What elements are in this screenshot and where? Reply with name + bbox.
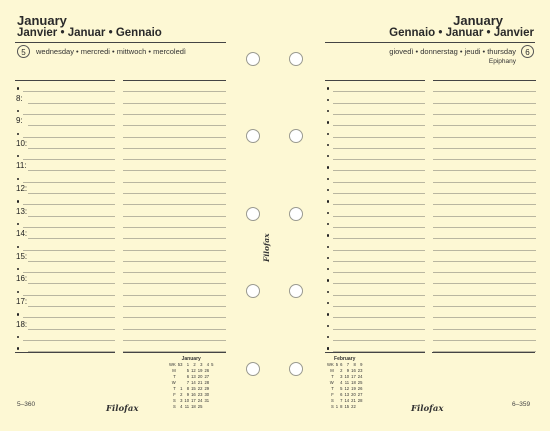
writing-line — [23, 272, 115, 273]
writing-line — [433, 125, 536, 126]
writing-line — [123, 227, 226, 228]
right-day-number: 6 — [521, 45, 534, 58]
mini-calendar-cell: 20 — [351, 392, 356, 397]
writing-line — [333, 204, 425, 205]
mini-calendar-cell: 23 — [197, 392, 203, 397]
grid-top-rule — [123, 80, 226, 81]
hour-label: 10: — [16, 138, 28, 148]
writing-line — [28, 283, 115, 284]
mini-calendar-cell: 24 — [357, 374, 363, 379]
mini-calendar-cell: S — [172, 398, 176, 403]
writing-line — [433, 91, 536, 92]
half-hour-dot — [17, 178, 19, 180]
writing-line — [333, 114, 425, 115]
half-hour-dot — [327, 336, 329, 338]
writing-line — [333, 182, 425, 183]
writing-line — [433, 272, 536, 273]
mini-calendar-cell: 12 — [344, 386, 350, 391]
writing-line — [123, 114, 226, 115]
writing-line — [28, 238, 115, 239]
mini-calendar-cell: 16 — [351, 368, 356, 373]
binder-hole — [246, 362, 260, 376]
mini-calendar-cell: 6 — [186, 374, 190, 379]
writing-line — [333, 340, 425, 341]
writing-line — [123, 317, 226, 318]
hour-dot — [327, 234, 329, 236]
mini-calendar-header-cell: 9 — [360, 362, 363, 367]
writing-line — [433, 148, 536, 149]
mini-calendar-cell: 3 — [340, 374, 343, 379]
writing-line — [123, 329, 226, 330]
binder-hole — [246, 207, 260, 221]
writing-line — [123, 261, 226, 262]
mini-calendar-cell: 18 — [191, 404, 196, 409]
mini-calendar-cell: 19 — [351, 386, 356, 391]
mini-calendar-cell: 26 — [204, 368, 210, 373]
left-bottom-rule-a — [15, 352, 115, 353]
grid-top-rule — [325, 80, 425, 81]
mini-calendar-cell: 2 — [180, 392, 183, 397]
hour-dot — [327, 144, 329, 146]
mini-calendar-cell: 1 — [180, 386, 183, 391]
mini-calendar-cell: 11 — [184, 404, 190, 409]
half-hour-dot — [17, 155, 19, 157]
half-hour-dot — [327, 87, 329, 89]
binder-hole — [289, 284, 303, 298]
mini-calendar-header-cell: 7 — [346, 362, 350, 367]
writing-line — [123, 204, 226, 205]
hour-label: 12: — [16, 184, 28, 193]
writing-line — [28, 170, 115, 171]
half-hour-dot — [17, 347, 19, 349]
writing-line — [123, 148, 226, 149]
mini-calendar-cell: 14 — [344, 398, 350, 403]
mini-calendar-cell: 10 — [344, 374, 350, 379]
mini-calendar-cell: 30 — [204, 392, 210, 397]
right-bottom-rule-a — [325, 352, 425, 353]
writing-line — [433, 170, 536, 171]
hour-label: 9: — [16, 116, 23, 126]
writing-line — [433, 261, 536, 262]
mini-calendar-cell: 4 — [340, 380, 343, 385]
right-page-number: 6–359 — [512, 401, 531, 408]
writing-line — [333, 193, 425, 194]
writing-line — [433, 340, 536, 341]
half-hour-dot — [327, 291, 329, 293]
mini-calendar-header-cell: 2 — [193, 362, 196, 367]
right-header-rule — [325, 42, 535, 43]
hour-dot — [327, 212, 329, 214]
hour-dot — [327, 189, 329, 191]
left-header-rule — [15, 42, 226, 43]
writing-line — [433, 114, 536, 115]
writing-line — [28, 261, 115, 262]
hour-dot — [327, 99, 329, 101]
mini-calendar-row — [326, 404, 363, 410]
hour-dot — [327, 347, 329, 349]
writing-line — [23, 295, 115, 296]
writing-line — [433, 193, 536, 194]
right-day-names: giovedì • donnerstag • jeudi • thursday — [389, 47, 516, 56]
writing-line — [333, 250, 425, 251]
half-hour-dot — [17, 291, 19, 293]
mini-calendar-cell: 18 — [351, 380, 356, 385]
hour-label: 15: — [16, 251, 28, 261]
hour-dot — [327, 302, 329, 304]
writing-line — [23, 91, 115, 92]
mini-calendar-cell: 27 — [204, 374, 210, 379]
mini-calendar-cell: 9 — [346, 368, 350, 373]
writing-line — [123, 159, 226, 160]
mini-calendar-cell: 7 — [186, 380, 190, 385]
mini-calendar-cell: F — [173, 392, 176, 397]
hour-label: 18: — [16, 319, 28, 329]
writing-line — [433, 182, 536, 183]
half-hour-dot — [327, 110, 329, 112]
mini-calendar-cell: 25 — [357, 380, 363, 385]
mini-calendar-cell: T — [173, 386, 176, 391]
writing-line — [28, 329, 115, 330]
mini-calendar-cell: 15 — [344, 404, 350, 409]
writing-line — [333, 283, 425, 284]
mini-calendar-february — [326, 356, 363, 410]
mini-calendar-cell: 9 — [186, 392, 190, 397]
half-hour-dot — [327, 155, 329, 157]
left-month-subtitle: Janvier • Januar • Gennaio — [17, 27, 162, 39]
mini-calendar-header-cell: WK — [169, 362, 176, 367]
writing-line — [123, 295, 226, 296]
writing-line — [123, 238, 226, 239]
half-hour-dot — [17, 313, 19, 315]
mini-calendar-cell — [203, 404, 210, 410]
mini-calendar-cell: 13 — [191, 374, 196, 379]
hour-label: 13: — [16, 206, 28, 216]
mini-calendar-cell: 8 — [340, 404, 343, 409]
mini-calendar-header-cell: 1 — [186, 362, 190, 367]
mini-calendar-header-cell: 6 — [340, 362, 343, 367]
mini-calendar-cell: W — [329, 380, 334, 385]
writing-line — [123, 103, 226, 104]
mini-calendar-table — [168, 362, 214, 410]
mini-calendar-cell: 1 — [335, 404, 339, 409]
mini-calendar-row — [168, 404, 214, 410]
writing-line — [23, 182, 115, 183]
mini-calendar-cell: 21 — [197, 380, 203, 385]
half-hour-dot — [17, 268, 19, 270]
writing-line — [333, 272, 425, 273]
mini-calendar-cell — [357, 404, 364, 410]
writing-line — [28, 148, 115, 149]
mini-calendar-cell: S — [330, 404, 334, 409]
writing-line — [433, 216, 536, 217]
hour-dot — [327, 166, 329, 168]
mini-calendar-table — [326, 362, 363, 410]
hour-dot — [327, 325, 329, 327]
half-hour-dot — [17, 200, 19, 202]
mini-calendar-cell: 5 — [186, 368, 190, 373]
mini-calendar-header-cell: 5 — [335, 362, 339, 367]
writing-line — [333, 137, 425, 138]
mini-calendar-cell: 3 — [180, 398, 183, 403]
grid-top-rule — [433, 80, 536, 81]
mini-calendar-header-cell: 4 — [206, 362, 210, 367]
writing-line — [433, 137, 536, 138]
half-hour-dot — [327, 178, 329, 180]
mini-calendar-cell: W — [171, 380, 176, 385]
half-hour-dot — [327, 268, 329, 270]
mini-calendar-cell: S — [172, 404, 176, 409]
writing-line — [123, 182, 226, 183]
writing-line — [23, 340, 115, 341]
writing-line — [23, 227, 115, 228]
binder-hole — [246, 52, 260, 66]
spine-brand-logo: Filofax — [262, 233, 271, 262]
writing-line — [433, 103, 536, 104]
half-hour-dot — [327, 246, 329, 248]
writing-line — [433, 329, 536, 330]
writing-line — [123, 125, 226, 126]
mini-calendar-cell: 27 — [357, 392, 363, 397]
half-hour-dot — [327, 200, 329, 202]
mini-calendar-cell: 23 — [357, 368, 363, 373]
mini-calendar-cell: T — [331, 386, 334, 391]
writing-line — [123, 340, 226, 341]
mini-calendar-cell: 11 — [344, 380, 350, 385]
left-day-number: 5 — [17, 45, 30, 58]
writing-line — [123, 283, 226, 284]
binder-hole — [246, 284, 260, 298]
writing-line — [433, 204, 536, 205]
writing-line — [333, 329, 425, 330]
writing-line — [433, 250, 536, 251]
writing-line — [433, 306, 536, 307]
writing-line — [123, 216, 226, 217]
mini-calendar-cell: 21 — [351, 398, 356, 403]
writing-line — [123, 193, 226, 194]
mini-calendar-header-cell: 53 — [177, 362, 183, 367]
mini-calendar-cell: 6 — [340, 392, 343, 397]
writing-line — [23, 114, 115, 115]
half-hour-dot — [17, 87, 19, 89]
writing-line — [123, 306, 226, 307]
writing-line — [333, 227, 425, 228]
mini-calendar-cell: T — [173, 374, 176, 379]
mini-calendar-cell: 13 — [344, 392, 350, 397]
mini-calendar-title: January — [181, 356, 201, 362]
left-bottom-rule-b — [123, 352, 226, 353]
writing-line — [433, 227, 536, 228]
binder-hole — [289, 362, 303, 376]
mini-calendar-title: February — [334, 356, 356, 362]
mini-calendar-cell: 24 — [197, 398, 203, 403]
half-hour-dot — [327, 133, 329, 135]
mini-calendar-january — [168, 356, 214, 410]
binder-hole — [289, 207, 303, 221]
mini-calendar-cell: 31 — [204, 398, 210, 403]
writing-line — [333, 125, 425, 126]
mini-calendar-cell: 2 — [340, 368, 343, 373]
mini-calendar-cell: 8 — [186, 386, 190, 391]
writing-line — [123, 170, 226, 171]
right-brand-logo: Filofax — [411, 404, 444, 414]
mini-calendar-cell: M — [330, 368, 334, 373]
hour-dot — [327, 121, 329, 123]
mini-calendar-cell: 19 — [197, 368, 203, 373]
mini-calendar-cell: 22 — [351, 404, 356, 409]
half-hour-dot — [17, 223, 19, 225]
mini-calendar-cell: M — [172, 368, 176, 373]
writing-line — [123, 250, 226, 251]
writing-line — [333, 317, 425, 318]
right-bottom-rule-b — [432, 352, 535, 353]
writing-line — [23, 250, 115, 251]
right-month-title: January — [453, 13, 503, 28]
writing-line — [28, 125, 115, 126]
writing-line — [28, 193, 115, 194]
writing-line — [123, 91, 226, 92]
mini-calendar-header-cell: 3 — [200, 362, 203, 367]
writing-line — [28, 306, 115, 307]
right-month-subtitle: Gennaio • Januar • Janvier — [389, 27, 534, 39]
left-day-names: wednesday • mercredi • mittwoch • mercoledì — [36, 47, 187, 56]
hour-dot — [327, 257, 329, 259]
writing-line — [23, 137, 115, 138]
writing-line — [333, 91, 425, 92]
writing-line — [28, 103, 115, 104]
mini-calendar-cell: 29 — [204, 386, 210, 391]
mini-calendar-header-cell: 5 — [211, 362, 214, 367]
left-page-number: 5–360 — [17, 401, 36, 408]
mini-calendar-cell: 12 — [191, 368, 196, 373]
half-hour-dot — [17, 246, 19, 248]
left-month-title: January — [17, 13, 67, 28]
mini-calendar-cell: 5 — [340, 386, 343, 391]
writing-line — [333, 295, 425, 296]
mini-calendar-cell: S — [330, 398, 334, 403]
hour-label: 16: — [16, 274, 28, 284]
binder-hole — [289, 129, 303, 143]
half-hour-dot — [17, 336, 19, 338]
mini-calendar-cell: F — [331, 392, 334, 397]
half-hour-dot — [327, 223, 329, 225]
writing-line — [23, 159, 115, 160]
hour-dot — [327, 279, 329, 281]
mini-calendar-header-cell: WK — [327, 362, 334, 367]
writing-line — [333, 216, 425, 217]
mini-calendar-cell: 25 — [197, 404, 203, 409]
writing-line — [433, 283, 536, 284]
writing-line — [28, 216, 115, 217]
half-hour-dot — [17, 110, 19, 112]
mini-calendar-cell: 15 — [191, 386, 196, 391]
mini-calendar-cell: 22 — [197, 386, 203, 391]
writing-line — [333, 159, 425, 160]
mini-calendar-cell: 14 — [191, 380, 196, 385]
writing-line — [433, 238, 536, 239]
binder-hole — [246, 129, 260, 143]
half-hour-dot — [327, 313, 329, 315]
writing-line — [433, 159, 536, 160]
writing-line — [333, 306, 425, 307]
mini-calendar-cell: 16 — [191, 392, 196, 397]
writing-line — [433, 295, 536, 296]
writing-line — [23, 317, 115, 318]
writing-line — [333, 170, 425, 171]
hour-label: 14: — [16, 229, 28, 239]
hour-label: 11: — [16, 161, 27, 171]
writing-line — [333, 261, 425, 262]
mini-calendar-cell: 28 — [357, 398, 363, 403]
binder-hole — [289, 52, 303, 66]
hour-label: 17: — [16, 297, 28, 306]
mini-calendar-cell: 28 — [204, 380, 210, 385]
grid-top-rule — [15, 80, 115, 81]
writing-line — [433, 317, 536, 318]
writing-line — [333, 103, 425, 104]
writing-line — [333, 238, 425, 239]
writing-line — [333, 148, 425, 149]
right-holiday: Epiphany — [488, 58, 516, 65]
mini-calendar-cell: 26 — [357, 386, 363, 391]
mini-calendar-cell: 10 — [184, 398, 190, 403]
hour-label: 8: — [16, 93, 23, 103]
mini-calendar-header-cell: 8 — [353, 362, 356, 367]
mini-calendar-cell: 17 — [351, 374, 356, 379]
left-brand-logo: Filofax — [106, 404, 139, 414]
mini-calendar-cell: 20 — [197, 374, 203, 379]
writing-line — [123, 137, 226, 138]
mini-calendar-cell: 4 — [180, 404, 183, 409]
mini-calendar-cell: 17 — [191, 398, 196, 403]
mini-calendar-cell: T — [331, 374, 334, 379]
mini-calendar-cell: 7 — [340, 398, 343, 403]
writing-line — [23, 204, 115, 205]
half-hour-dot — [17, 133, 19, 135]
writing-line — [123, 272, 226, 273]
